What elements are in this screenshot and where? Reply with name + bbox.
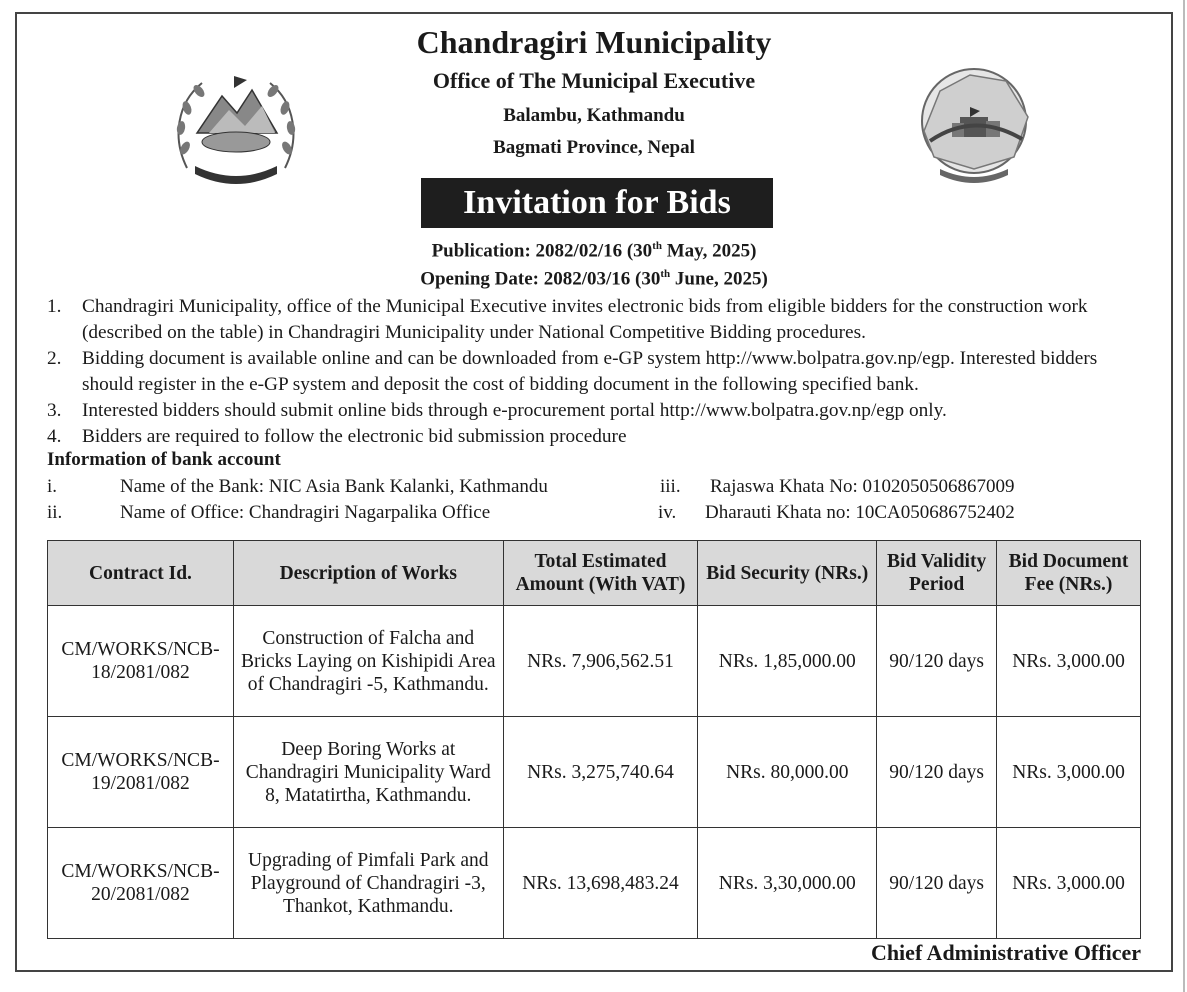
bids-table bbox=[47, 540, 1141, 939]
chandragiri-municipality-logo-icon bbox=[910, 61, 1038, 189]
column-header: Bid Security (NRs.) bbox=[698, 541, 877, 606]
table-header-row bbox=[48, 541, 1141, 606]
bid-security-cell: NRs. 80,000.00 bbox=[698, 717, 877, 828]
municipality-title: Chandragiri Municipality bbox=[416, 24, 772, 60]
list-item: 3. Interested bidders should submit online bids through e-procurement portal http://www.bolpatra.gov.np/egp only. bbox=[47, 400, 947, 421]
table-row bbox=[48, 606, 1141, 717]
amount-cell: NRs. 13,698,483.24 bbox=[503, 828, 698, 939]
address-line-1: Balambu, Kathmandu bbox=[503, 105, 685, 126]
nepal-government-emblem-icon bbox=[167, 58, 305, 186]
contract-id-cell: CM/WORKS/NCB-18/2081/082 bbox=[48, 606, 234, 717]
document-fee-cell: NRs. 3,000.00 bbox=[997, 828, 1141, 939]
validity-cell: 90/120 days bbox=[877, 828, 997, 939]
table-row bbox=[48, 717, 1141, 828]
bank-item: i. Name of the Bank: NIC Asia Bank Kalanki, Kathmandu bbox=[47, 476, 548, 497]
validity-cell: 90/120 days bbox=[877, 717, 997, 828]
description-cell: Upgrading of Pimfali Park and Playground of Chandragiri -3, Thankot, Kathmandu. bbox=[233, 828, 503, 939]
bank-item: iii. Rajaswa Khata No: 0102050506867009 bbox=[660, 476, 1015, 497]
notice-frame bbox=[15, 12, 1173, 972]
column-header: Bid Document Fee (NRs.) bbox=[997, 541, 1141, 606]
office-name: Office of The Municipal Executive bbox=[432, 68, 756, 93]
bid-security-cell: NRs. 3,30,000.00 bbox=[698, 828, 877, 939]
description-cell: Construction of Falcha and Bricks Laying on Kishipidi Area of Chandragiri -5, Kathmandu. bbox=[233, 606, 503, 717]
publication-date: Publication: 2082/02/16 (30th May, 2025) bbox=[431, 240, 757, 262]
list-item: 1. Chandragiri Municipality, office of the Municipal Executive invites electronic bids from eligible bidders for the construction work (described on the table) in Chandragiri Municipality under National Competitive Bidding procedures. bbox=[47, 296, 1088, 343]
column-header: Total Estimated Amount (With VAT) bbox=[503, 541, 698, 606]
list-item: 2. Bidding document is available online and can be downloaded from e-GP system http://www.bolpatra.gov.np/egp. Interested bidders should register in the e-GP system and deposit the cost of bidding document in the following specified bank. bbox=[47, 348, 1098, 395]
document-fee-cell: NRs. 3,000.00 bbox=[997, 606, 1141, 717]
list-item: 4. Bidders are required to follow the electronic bid submission procedure bbox=[47, 426, 627, 447]
contract-id-cell: CM/WORKS/NCB-20/2081/082 bbox=[48, 828, 234, 939]
column-header: Description of Works bbox=[233, 541, 503, 606]
page-edge-line bbox=[1183, 0, 1185, 992]
document-fee-cell: NRs. 3,000.00 bbox=[997, 717, 1141, 828]
column-header: Bid Validity Period bbox=[877, 541, 997, 606]
address-line-2: Bagmati Province, Nepal bbox=[493, 137, 695, 158]
validity-cell: 90/120 days bbox=[877, 606, 997, 717]
bank-item: iv. Dharauti Khata no: 10CA050686752402 bbox=[658, 502, 1015, 523]
contract-id-cell: CM/WORKS/NCB-19/2081/082 bbox=[48, 717, 234, 828]
bank-info-heading: Information of bank account bbox=[47, 449, 281, 470]
bank-item: ii. Name of Office: Chandragiri Nagarpalika Office bbox=[47, 502, 491, 523]
opening-date: Opening Date: 2082/03/16 (30th June, 2025) bbox=[420, 268, 768, 290]
bid-security-cell: NRs. 1,85,000.00 bbox=[698, 606, 877, 717]
column-header: Contract Id. bbox=[48, 541, 234, 606]
description-cell: Deep Boring Works at Chandragiri Municipality Ward 8, Matatirtha, Kathmandu. bbox=[233, 717, 503, 828]
amount-cell: NRs. 7,906,562.51 bbox=[503, 606, 698, 717]
instructions-list bbox=[47, 294, 1147, 450]
amount-cell: NRs. 3,275,740.64 bbox=[503, 717, 698, 828]
signatory-title: Chief Administrative Officer bbox=[870, 940, 1141, 965]
table-row bbox=[48, 828, 1141, 939]
notice-title-banner: Invitation for Bids bbox=[421, 178, 773, 228]
